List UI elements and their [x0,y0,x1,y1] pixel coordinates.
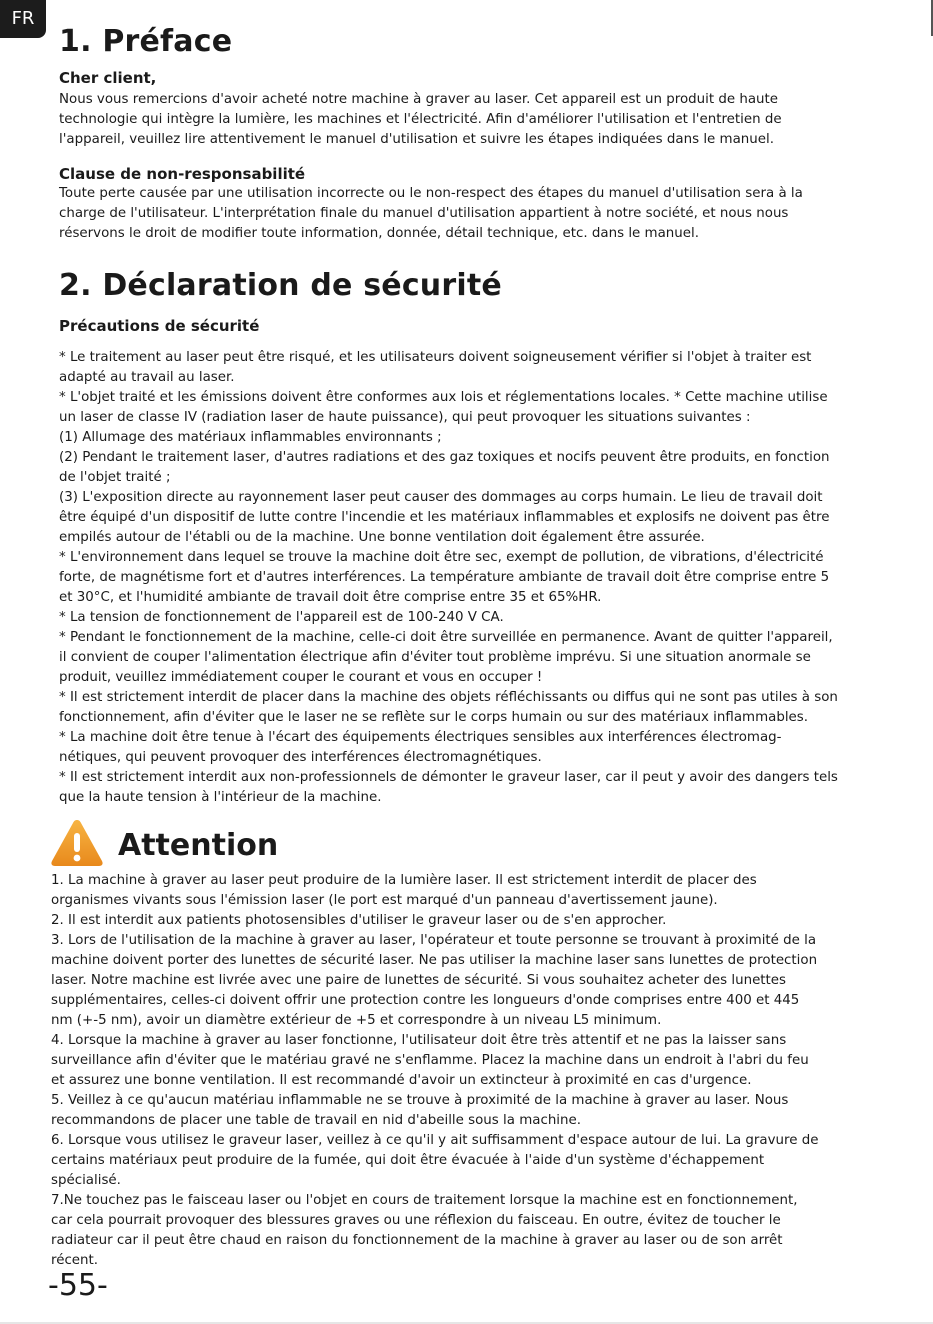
text-line: un laser de classe IV (radiation laser de haute puissance), qui peut provoquer les situations suivantes : [59,410,751,425]
text-line: et 30°C, et l'humidité ambiante de travail doit être comprise entre 35 et 65%HR. [59,590,602,605]
precautions-title: Précautions de sécurité [59,317,260,335]
text-line: Toute perte causée par une utilisation incorrecte ou le non-respect des étapes du manuel d'utilisation sera à la [59,186,803,201]
attention-list [51,871,818,1271]
warning-triangle-icon [50,818,104,868]
text-line: réservons le droit de modifier toute information, donnée, détail technique, etc. dans le manuel. [59,226,699,241]
text-line: surveillance afin d'éviter que le matériau gravé ne s'enflamme. Placez la machine dans un endroit à l'abri du feu [51,1053,809,1068]
text-line: 1. La machine à graver au laser peut produire de la lumière laser. Il est strictement interdit de placer des [51,873,757,888]
text-line: (3) L'exposition directe au rayonnement laser peut causer des dommages au corps humain. Le lieu de travail doit [59,490,823,505]
text-line: adapté au travail au laser. [59,370,235,385]
text-line: machine doivent porter des lunettes de sécurité laser. Ne pas utiliser la machine laser sans lunettes de protection [51,953,818,968]
text-line: que la haute tension à l'intérieur de la machine. [59,790,382,805]
text-line: 2. Il est interdit aux patients photosensibles d'utiliser le graveur laser ou de s'en approcher. [51,913,667,928]
text-line: spécialisé. [51,1173,121,1188]
text-line: récent. [51,1253,99,1268]
text-line: charge de l'utilisateur. L'interprétation finale du manuel d'utilisation appartient à notre société, et nous nous [59,206,789,221]
text-line: forte, de magnétisme fort et d'autres interférences. La température ambiante de travail doit être comprise entre 5 [59,570,830,585]
text-line: * L'objet traité et les émissions doivent être conformes aux lois et réglementations locales. * Cette machine utilise [59,390,828,405]
text-line: nétiques, qui peuvent provoquer des interférences électromagnétiques. [59,750,542,765]
text-line: supplémentaires, celles-ci doivent offrir une protection contre les longueurs d'onde comprises entre 400 et 445 [51,993,800,1008]
safety-title: 2. Déclaration de sécurité [59,268,502,303]
attention-title: Attention [118,828,279,863]
disclaimer-text [59,184,803,244]
text-line: recommandons de placer une table de travail en nid d'abeille sous la machine. [51,1113,582,1128]
text-line: radiateur car il peut être chaud en raison du fonctionnement de la machine à graver au laser ou de son arrêt [51,1233,783,1248]
text-line: 7.Ne touchez pas le faisceau laser ou l'objet en cours de traitement lorsque la machine est en fonctionnement, [51,1193,798,1208]
greeting: Cher client, [59,69,157,87]
text-line: (2) Pendant le traitement laser, d'autres radiations et des gaz toxiques et nocifs peuvent être produits, en fonction [59,450,830,465]
text-line: Nous vous remercions d'avoir acheté notre machine à graver au laser. Cet appareil est un produit de haute [59,92,779,107]
text-line: produit, veuillez immédiatement couper le courant et vous en occuper ! [59,670,543,685]
preface-intro [59,90,782,150]
text-line: * La tension de fonctionnement de l'appareil est de 100-240 V CA. [59,610,504,625]
safety-precautions [59,348,838,808]
text-line: * Il est strictement interdit de placer dans la machine des objets réfléchissants ou diffus qui ne sont pas utiles à son [59,690,838,705]
text-line: (1) Allumage des matériaux inflammables environnants ; [59,430,442,445]
text-line: l'appareil, veuillez lire attentivement le manuel d'utilisation et suivre les étapes indiquées dans le manuel. [59,132,774,147]
text-line: fonctionnement, afin d'éviter que le laser ne se reflète sur le corps humain ou sur des matériaux inflammables. [59,710,809,725]
text-line: * Il est strictement interdit aux non-professionnels de démonter le graveur laser, car il peut y avoir des dangers tels [59,770,838,785]
text-line: 6. Lorsque vous utilisez le graveur laser, veillez à ce qu'il y ait suffisamment d'espace autour de lui. La gravure de [51,1133,819,1148]
text-line: laser. Notre machine est livrée avec une paire de lunettes de sécurité. Si vous souhaitez acheter des lunettes [51,973,787,988]
disclaimer-title: Clause de non-responsabilité [59,165,306,183]
text-line: empilés autour de l'établi ou de la machine. Une bonne ventilation doit également être assurée. [59,530,705,545]
text-line: il convient de couper l'alimentation électrique afin d'éviter tout problème imprévu. Si une situation anormale se [59,650,811,665]
text-line: nm (+-5 nm), avoir un diamètre extérieur de +5 et correspondre à un niveau L5 minimum. [51,1013,662,1028]
text-line: * La machine doit être tenue à l'écart des équipements électriques sensibles aux interférences électromag- [59,730,782,745]
text-line: être équipé d'un dispositif de lutte contre l'incendie et les matériaux inflammables et explosifs ne doivent pas être [59,510,830,525]
text-line: * Le traitement au laser peut être risqué, et les utilisateurs doivent soigneusement vérifier si l'objet à traiter est [59,350,812,365]
text-line: car cela pourrait provoquer des blessures graves ou une réflexion du faisceau. En outre, évitez de toucher le [51,1213,781,1228]
text-line: * Pendant le fonctionnement de la machine, celle-ci doit être surveillée en permanence. Avant de quitter l'appareil, [59,630,833,645]
page-number: -55- [48,1268,108,1303]
language-tab: FR [0,0,46,38]
text-line: de l'objet traité ; [59,470,171,485]
text-line: * L'environnement dans lequel se trouve la machine doit être sec, exempt de pollution, de vibrations, d'électricité [59,550,824,565]
text-line: et assurez une bonne ventilation. Il est recommandé d'avoir un extincteur à proximité en cas d'urgence. [51,1073,752,1088]
text-line: technologie qui intègre la lumière, les machines et l'électricité. Afin d'améliorer l'utilisation et l'entretien de [59,112,782,127]
preface-title: 1. Préface [59,24,233,59]
text-line: 4. Lorsque la machine à graver au laser fonctionne, l'utilisateur doit être très attentif et ne pas la laisser sans [51,1033,787,1048]
text-line: 5. Veillez à ce qu'aucun matériau inflammable ne se trouve à proximité de la machine à graver au laser. Nous [51,1093,789,1108]
text-line: organismes vivants sous l'émission laser (le port est marqué d'un panneau d'avertissement jaune). [51,893,718,908]
text-line: 3. Lors de l'utilisation de la machine à graver au laser, l'opérateur et toute personne se trouvant à proximité de la [51,933,817,948]
text-line: certains matériaux peut produire de la fumée, qui doit être évacuée à l'aide d'un système d'échappement [51,1153,765,1168]
